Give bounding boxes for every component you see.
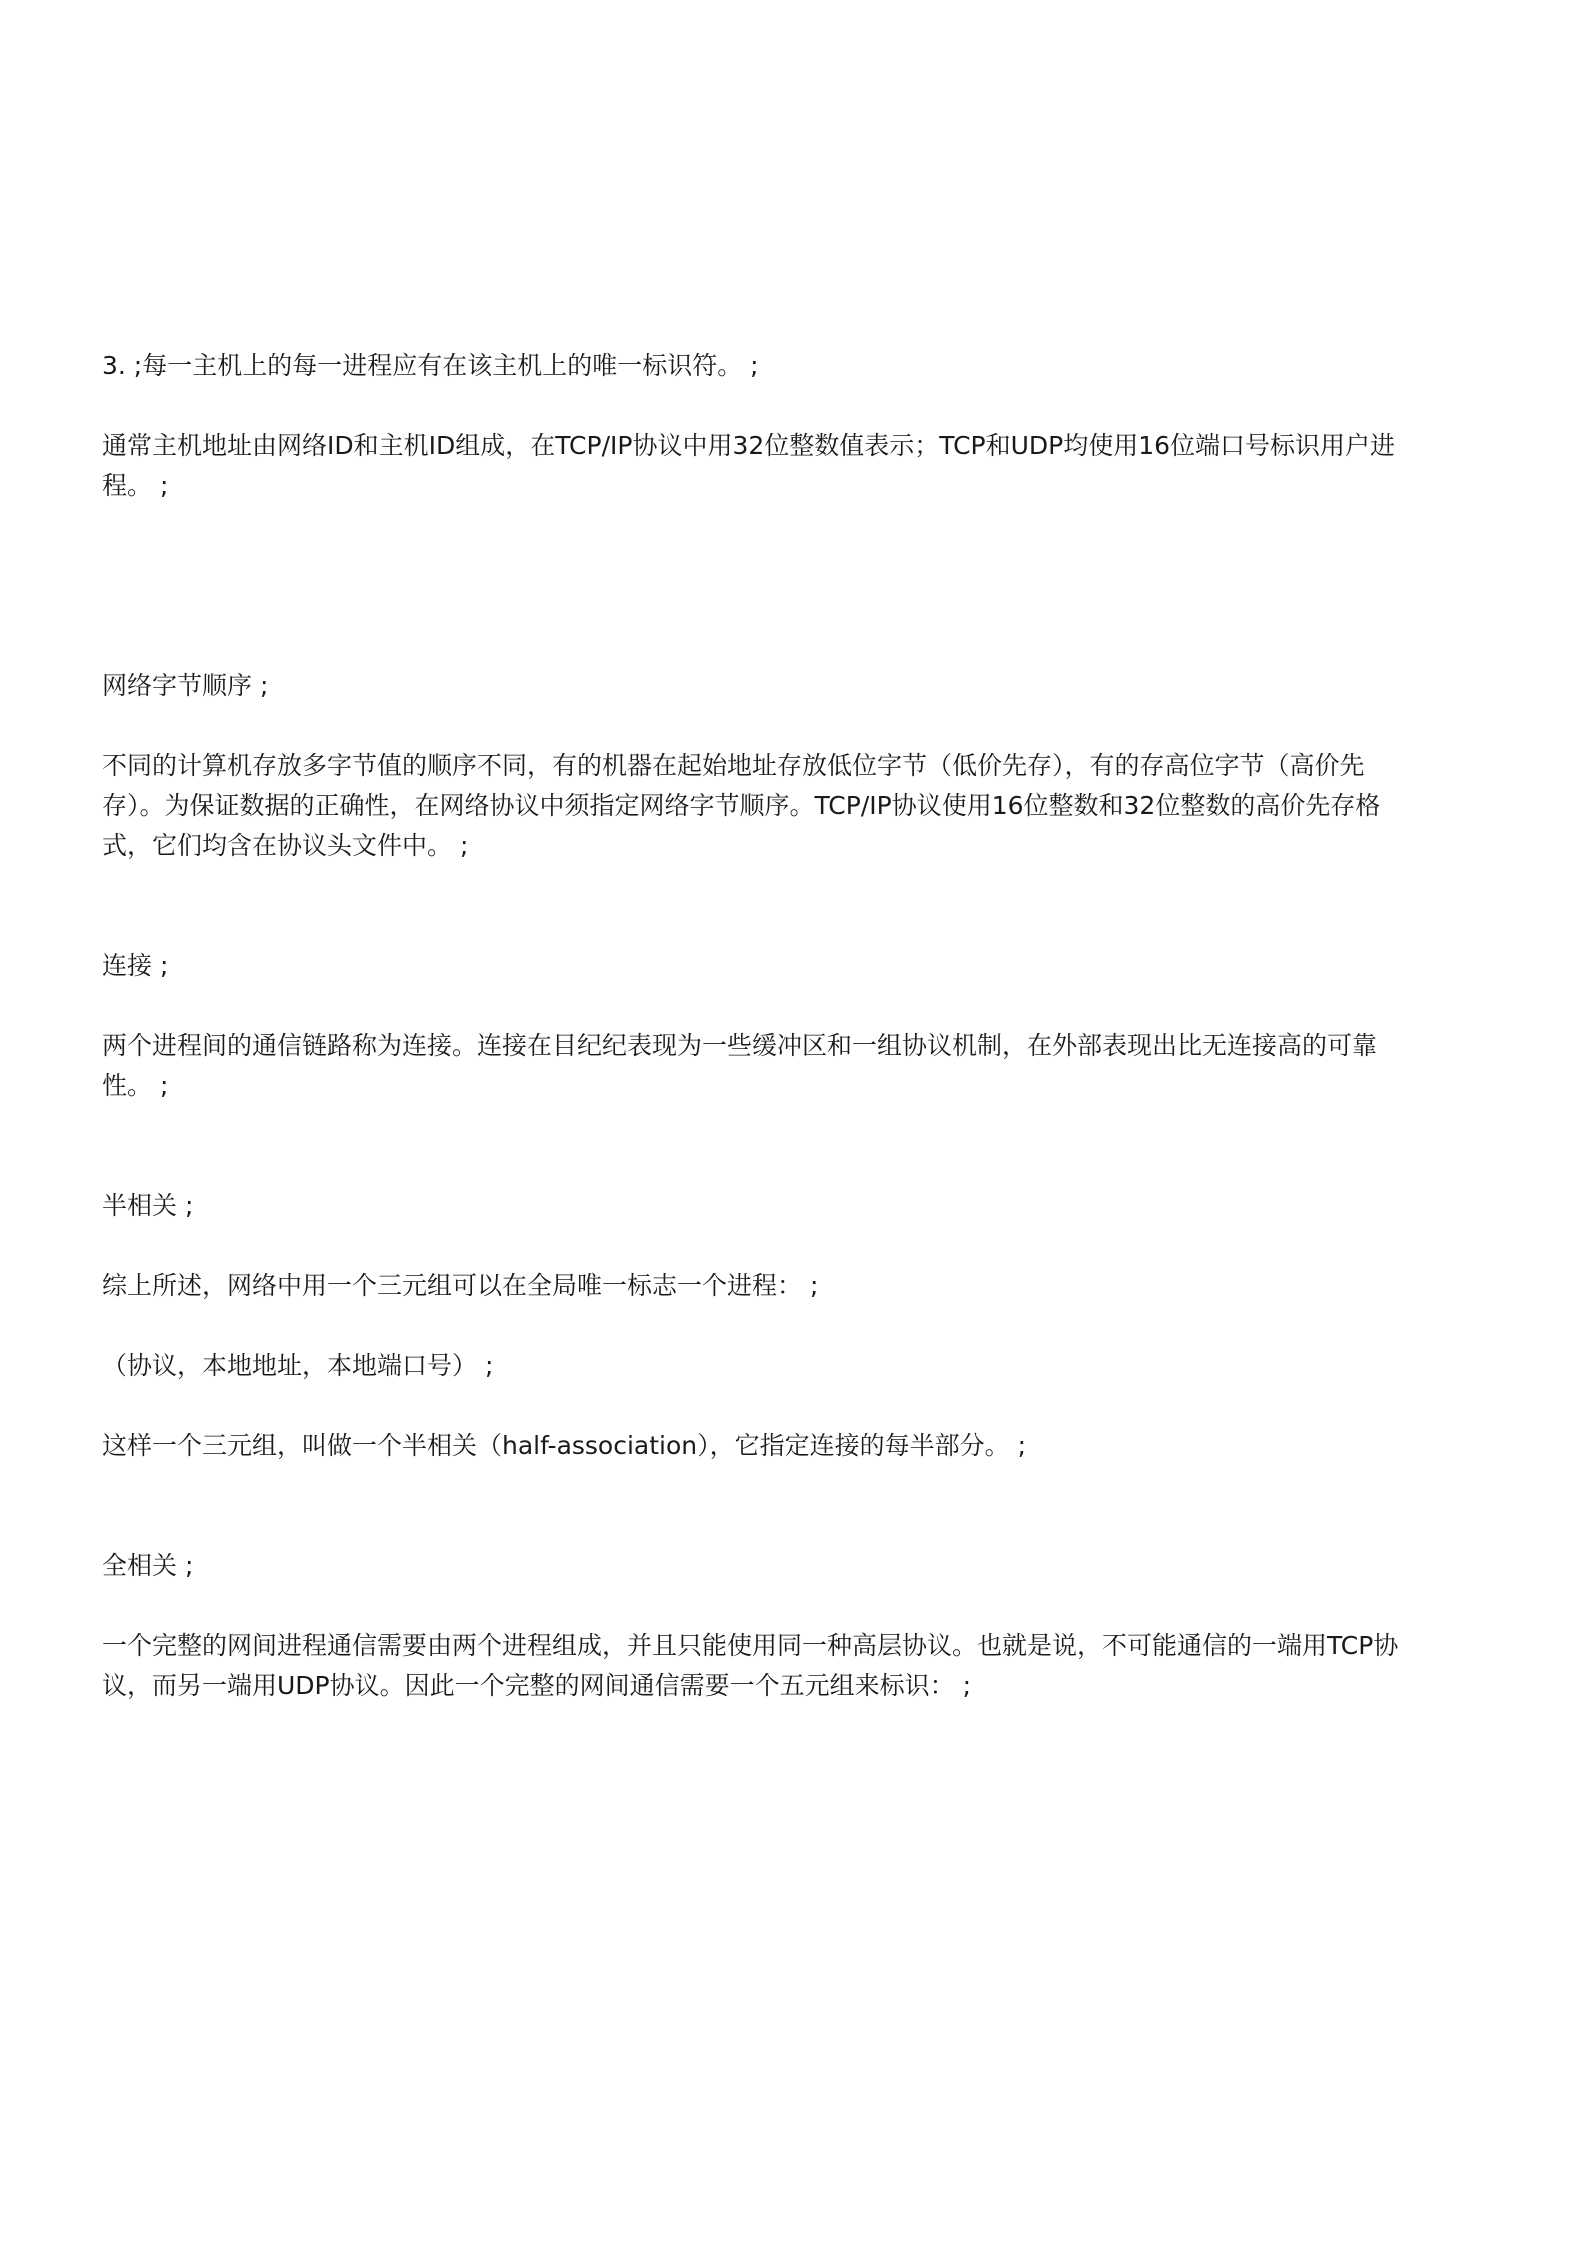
heading-full-association: 全相关 ; [102, 1551, 194, 1580]
paragraph-triple-summary: 综上所述，网络中用一个三元组可以在全局唯一标志一个进程： ; [102, 1271, 819, 1300]
heading-half-association: 半相关 ; [102, 1191, 194, 1220]
paragraph-unique-identifier: 3. ;每一主机上的每一进程应有在该主机上的唯一标识符。 ; [102, 351, 759, 380]
paragraph-host-address: 通常主机地址由网络ID和主机ID组成，在TCP/IP协议中用32位整数值表示；TCP和UDP均使用16位端口号标识用户进程。 ; [102, 431, 1396, 500]
paragraph-half-association: 这样一个三元组，叫做一个半相关（half-association），它指定连接的每半部分。 ; [102, 1431, 1027, 1460]
paragraph-connection: 两个进程间的通信链路称为连接。连接在目纪纪表现为一些缓冲区和一组协议机制，在外部表现出比无连接高的可靠性。 ; [102, 1031, 1378, 1100]
heading-connection: 连接 ; [102, 951, 169, 980]
paragraph-byte-order: 不同的计算机存放多字节值的顺序不同，有的机器在起始地址存放低位字节（低价先存），有的存高位字节（高价先存）。为保证数据的正确性，在网络协议中须指定网络字节顺序。TCP/IP协议使用16位整数和32位整数的高价先存格式，它们均含在协议头文件中。 ; [102, 751, 1381, 860]
heading-network-byte-order: 网络字节顺序 ; [102, 671, 269, 700]
paragraph-full-association: 一个完整的网间进程通信需要由两个进程组成，并且只能使用同一种高层协议。也就是说，不可能通信的一端用TCP协议，而另一端用UDP协议。因此一个完整的网间通信需要一个五元组来标识： ; [102, 1631, 1399, 1700]
paragraph-triple: （协议，本地地址，本地端口号） ; [102, 1351, 494, 1380]
